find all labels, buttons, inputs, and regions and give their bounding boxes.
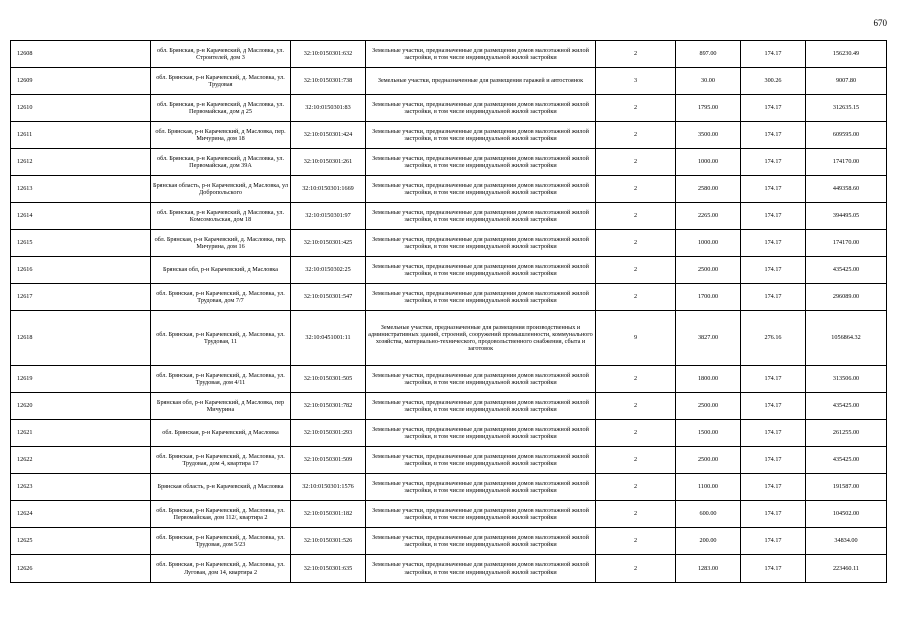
group-cell: 2 bbox=[596, 420, 676, 447]
cadastral-value-cell: 449358.60 bbox=[806, 176, 887, 203]
record-id-cell: 12620 bbox=[11, 393, 151, 420]
cadastral-number-cell: 32:10:0150301:505 bbox=[291, 366, 366, 393]
group-cell: 2 bbox=[596, 149, 676, 176]
rate-cell: 174.17 bbox=[741, 447, 806, 474]
record-id-cell: 12613 bbox=[11, 176, 151, 203]
cadastral-number-cell: 32:10:0150301:547 bbox=[291, 284, 366, 311]
address-cell: обл. Брянская, р-н Карачевский, д Масловка, пер. Мичурина, дом 18 bbox=[151, 122, 291, 149]
rate-cell: 174.17 bbox=[741, 122, 806, 149]
record-id-cell: 12612 bbox=[11, 149, 151, 176]
area-cell: 1000.00 bbox=[676, 149, 741, 176]
table-row bbox=[11, 474, 887, 501]
land-use-cell: Земельные участки, предназначенные для размещения домов малоэтажной жилой застройки, в том числе индивидуальной жилой застройки bbox=[366, 203, 596, 230]
address-cell: обл. Брянская, р-н Карачевский, д. Масловка, ул. Трудовая, дом 7/7 bbox=[151, 284, 291, 311]
record-id-cell: 12609 bbox=[11, 68, 151, 95]
group-cell: 2 bbox=[596, 474, 676, 501]
group-cell: 2 bbox=[596, 501, 676, 528]
cadastral-value-cell: 435425.00 bbox=[806, 257, 887, 284]
area-cell: 2580.00 bbox=[676, 176, 741, 203]
cadastral-number-cell: 32:10:0150301:425 bbox=[291, 230, 366, 257]
record-id-cell: 12626 bbox=[11, 555, 151, 583]
address-cell: Брянская область, р-н Карачевский, д Масловка bbox=[151, 474, 291, 501]
cadastral-value-cell: 104502.00 bbox=[806, 501, 887, 528]
cadastral-number-cell: 32:10:0150301:424 bbox=[291, 122, 366, 149]
group-cell: 9 bbox=[596, 311, 676, 366]
table-row bbox=[11, 176, 887, 203]
record-id-cell: 12623 bbox=[11, 474, 151, 501]
rate-cell: 174.17 bbox=[741, 501, 806, 528]
table-row bbox=[11, 41, 887, 68]
area-cell: 897.00 bbox=[676, 41, 741, 68]
rate-cell: 174.17 bbox=[741, 176, 806, 203]
group-cell: 2 bbox=[596, 41, 676, 68]
cadastral-value-cell: 191587.00 bbox=[806, 474, 887, 501]
cadastral-number-cell: 32:10:0150301:293 bbox=[291, 420, 366, 447]
record-id-cell: 12610 bbox=[11, 95, 151, 122]
rate-cell: 174.17 bbox=[741, 474, 806, 501]
rate-cell: 174.17 bbox=[741, 528, 806, 555]
rate-cell: 174.17 bbox=[741, 420, 806, 447]
land-use-cell: Земельные участки, предназначенные для размещения домов малоэтажной жилой застройки, в том числе индивидуальной жилой застройки bbox=[366, 230, 596, 257]
record-id-cell: 12614 bbox=[11, 203, 151, 230]
cadastral-value-cell: 261255.00 bbox=[806, 420, 887, 447]
cadastral-value-cell: 312635.15 bbox=[806, 95, 887, 122]
record-id-cell: 12618 bbox=[11, 311, 151, 366]
land-use-cell: Земельные участки, предназначенные для размещения домов малоэтажной жилой застройки, в том числе индивидуальной жилой застройки bbox=[366, 474, 596, 501]
rate-cell: 174.17 bbox=[741, 230, 806, 257]
land-use-cell: Земельные участки, предназначенные для размещения домов малоэтажной жилой застройки, в том числе индивидуальной жилой застройки bbox=[366, 555, 596, 583]
land-use-cell: Земельные участки, предназначенные для размещения домов малоэтажной жилой застройки, в том числе индивидуальной жилой застройки bbox=[366, 257, 596, 284]
record-id-cell: 12624 bbox=[11, 501, 151, 528]
group-cell: 2 bbox=[596, 122, 676, 149]
group-cell: 2 bbox=[596, 447, 676, 474]
cadastral-number-cell: 32:10:0150301:1576 bbox=[291, 474, 366, 501]
cadastral-value-cell: 435425.00 bbox=[806, 447, 887, 474]
cadastral-number-cell: 32:10:0150301:261 bbox=[291, 149, 366, 176]
cadastral-value-cell: 9007.80 bbox=[806, 68, 887, 95]
record-id-cell: 12621 bbox=[11, 420, 151, 447]
group-cell: 2 bbox=[596, 257, 676, 284]
rate-cell: 174.17 bbox=[741, 284, 806, 311]
cadastral-value-cell: 1056864.32 bbox=[806, 311, 887, 366]
group-cell: 2 bbox=[596, 230, 676, 257]
address-cell: Брянская область, р-н Карачевский, д Масловка, ул Добропольского bbox=[151, 176, 291, 203]
table-row bbox=[11, 366, 887, 393]
group-cell: 3 bbox=[596, 68, 676, 95]
cadastral-number-cell: 32:10:0150301:632 bbox=[291, 41, 366, 68]
address-cell: обл. Брянская, р-н Карачевский, д. Масловка, ул. Трудовая bbox=[151, 68, 291, 95]
land-use-cell: Земельные участки, предназначенные для размещения домов малоэтажной жилой застройки, в том числе индивидуальной жилой застройки bbox=[366, 393, 596, 420]
land-use-cell: Земельные участки, предназначенные для размещения домов малоэтажной жилой застройки, в том числе индивидуальной жилой застройки bbox=[366, 420, 596, 447]
land-use-cell: Земельные участки, предназначенные для размещения домов малоэтажной жилой застройки, в том числе индивидуальной жилой застройки bbox=[366, 122, 596, 149]
cadastral-value-cell: 296089.00 bbox=[806, 284, 887, 311]
rate-cell: 174.17 bbox=[741, 203, 806, 230]
area-cell: 1283.00 bbox=[676, 555, 741, 583]
address-cell: Брянская обл, р-н Карачевский, д Масловка bbox=[151, 257, 291, 284]
cadastral-number-cell: 32:10:0150301:1669 bbox=[291, 176, 366, 203]
cadastral-number-cell: 32:10:0150301:635 bbox=[291, 555, 366, 583]
land-use-cell: Земельные участки, предназначенные для размещения домов малоэтажной жилой застройки, в том числе индивидуальной жилой застройки bbox=[366, 41, 596, 68]
address-cell: обл. Брянская, р-н Карачевский, д. Масловка, ул. Трудовая, 11 bbox=[151, 311, 291, 366]
land-use-cell: Земельные участки, предназначенные для размещения домов малоэтажной жилой застройки, в том числе индивидуальной жилой застройки bbox=[366, 95, 596, 122]
rate-cell: 174.17 bbox=[741, 95, 806, 122]
address-cell: Брянская обл, р-н Карачевский, д Масловка, пер Мичурина bbox=[151, 393, 291, 420]
cadastral-number-cell: 32:10:0150302:25 bbox=[291, 257, 366, 284]
land-use-cell: Земельные участки, предназначенные для размещения производственных и административных зданий, строений, сооружений промышленности, коммунального хозяйства, материально-технического, продовольственного снабжения, сбыта и заготовок bbox=[366, 311, 596, 366]
page-number: 670 bbox=[873, 18, 887, 28]
record-id-cell: 12625 bbox=[11, 528, 151, 555]
address-cell: обл. Брянская, р-н Карачевский, д Масловка, ул. Первомайская, дом д 25 bbox=[151, 95, 291, 122]
cadastral-value-cell: 156230.49 bbox=[806, 41, 887, 68]
area-cell: 1500.00 bbox=[676, 420, 741, 447]
table-row bbox=[11, 311, 887, 366]
address-cell: обл. Брянская, р-н Карачевский, д. Масловка, пер. Мичурина, дом 16 bbox=[151, 230, 291, 257]
area-cell: 600.00 bbox=[676, 501, 741, 528]
rate-cell: 174.17 bbox=[741, 257, 806, 284]
group-cell: 2 bbox=[596, 284, 676, 311]
table-row bbox=[11, 420, 887, 447]
table-row bbox=[11, 122, 887, 149]
record-id-cell: 12619 bbox=[11, 366, 151, 393]
table-row bbox=[11, 284, 887, 311]
table-row bbox=[11, 230, 887, 257]
cadastral-number-cell: 32:10:0150301:738 bbox=[291, 68, 366, 95]
cadastral-value-cell: 174170.00 bbox=[806, 230, 887, 257]
table-row bbox=[11, 257, 887, 284]
cadastral-number-cell: 32:10:0150301:509 bbox=[291, 447, 366, 474]
record-id-cell: 12622 bbox=[11, 447, 151, 474]
area-cell: 1800.00 bbox=[676, 366, 741, 393]
group-cell: 2 bbox=[596, 393, 676, 420]
group-cell: 2 bbox=[596, 366, 676, 393]
rate-cell: 174.17 bbox=[741, 366, 806, 393]
cadastral-number-cell: 32:10:0150301:782 bbox=[291, 393, 366, 420]
table-row bbox=[11, 95, 887, 122]
record-id-cell: 12615 bbox=[11, 230, 151, 257]
land-registry-table bbox=[10, 40, 887, 583]
land-use-cell: Земельные участки, предназначенные для размещения домов малоэтажной жилой застройки, в том числе индивидуальной жилой застройки bbox=[366, 447, 596, 474]
area-cell: 1100.00 bbox=[676, 474, 741, 501]
land-use-cell: Земельные участки, предназначенные для размещения домов малоэтажной жилой застройки, в том числе индивидуальной жилой застройки bbox=[366, 501, 596, 528]
address-cell: обл. Брянская, р-н Карачевский, д Масловка, ул. Первомайская, дом 39А bbox=[151, 149, 291, 176]
record-id-cell: 12617 bbox=[11, 284, 151, 311]
address-cell: обл. Брянская, р-н Карачевский, д. Масловка, ул. Трудовая, дом 5/23 bbox=[151, 528, 291, 555]
table-row bbox=[11, 555, 887, 583]
area-cell: 2500.00 bbox=[676, 393, 741, 420]
record-id-cell: 12611 bbox=[11, 122, 151, 149]
cadastral-number-cell: 32:10:0150301:97 bbox=[291, 203, 366, 230]
cadastral-number-cell: 32:10:0150301:526 bbox=[291, 528, 366, 555]
land-use-cell: Земельные участки, предназначенные для размещения гаражей и автостоянок bbox=[366, 68, 596, 95]
cadastral-number-cell: 32:10:0150301:182 bbox=[291, 501, 366, 528]
cadastral-value-cell: 34834.00 bbox=[806, 528, 887, 555]
address-cell: обл. Брянская, р-н Карачевский, д. Масловка, ул. Трудовая, дом 4, квартира 17 bbox=[151, 447, 291, 474]
cadastral-value-cell: 174170.00 bbox=[806, 149, 887, 176]
address-cell: обл. Брянская, р-н Карачевский, д. Масловка, ул. Первомайская, дом 112/, квартира 2 bbox=[151, 501, 291, 528]
table-body bbox=[11, 41, 887, 583]
group-cell: 2 bbox=[596, 203, 676, 230]
rate-cell: 276.16 bbox=[741, 311, 806, 366]
cadastral-number-cell: 32:10:0150301:83 bbox=[291, 95, 366, 122]
land-use-cell: Земельные участки, предназначенные для размещения домов малоэтажной жилой застройки, в том числе индивидуальной жилой застройки bbox=[366, 528, 596, 555]
land-use-cell: Земельные участки, предназначенные для размещения домов малоэтажной жилой застройки, в том числе индивидуальной жилой застройки bbox=[366, 149, 596, 176]
address-cell: обл. Брянская, р-н Карачевский, д. Масловка, ул. Луговая, дом 14, квартира 2 bbox=[151, 555, 291, 583]
table-row bbox=[11, 501, 887, 528]
rate-cell: 174.17 bbox=[741, 149, 806, 176]
group-cell: 2 bbox=[596, 176, 676, 203]
area-cell: 1795.00 bbox=[676, 95, 741, 122]
area-cell: 1700.00 bbox=[676, 284, 741, 311]
cadastral-number-cell: 32:10:0451001:11 bbox=[291, 311, 366, 366]
table-row bbox=[11, 528, 887, 555]
address-cell: обл. Брянская, р-н Карачевский, д Масловка, ул. Строителей, дом 3 bbox=[151, 41, 291, 68]
area-cell: 200.00 bbox=[676, 528, 741, 555]
group-cell: 2 bbox=[596, 528, 676, 555]
group-cell: 2 bbox=[596, 95, 676, 122]
cadastral-value-cell: 223460.11 bbox=[806, 555, 887, 583]
table-row bbox=[11, 203, 887, 230]
table-row bbox=[11, 447, 887, 474]
land-use-cell: Земельные участки, предназначенные для размещения домов малоэтажной жилой застройки, в том числе индивидуальной жилой застройки bbox=[366, 284, 596, 311]
cadastral-value-cell: 394495.05 bbox=[806, 203, 887, 230]
rate-cell: 300.26 bbox=[741, 68, 806, 95]
area-cell: 3500.00 bbox=[676, 122, 741, 149]
cadastral-value-cell: 435425.00 bbox=[806, 393, 887, 420]
table-row bbox=[11, 149, 887, 176]
area-cell: 3827.00 bbox=[676, 311, 741, 366]
address-cell: обл. Брянская, р-н Карачевский, д Масловка bbox=[151, 420, 291, 447]
rate-cell: 174.17 bbox=[741, 41, 806, 68]
rate-cell: 174.17 bbox=[741, 393, 806, 420]
land-use-cell: Земельные участки, предназначенные для размещения домов малоэтажной жилой застройки, в том числе индивидуальной жилой застройки bbox=[366, 176, 596, 203]
table-row bbox=[11, 393, 887, 420]
address-cell: обл. Брянская, р-н Карачевский, д Масловка, ул. Комсомольская, дом 18 bbox=[151, 203, 291, 230]
table-row bbox=[11, 68, 887, 95]
cadastral-value-cell: 609595.00 bbox=[806, 122, 887, 149]
area-cell: 1000.00 bbox=[676, 230, 741, 257]
record-id-cell: 12608 bbox=[11, 41, 151, 68]
area-cell: 30.00 bbox=[676, 68, 741, 95]
cadastral-value-cell: 313506.00 bbox=[806, 366, 887, 393]
address-cell: обл. Брянская, р-н Карачевский, д. Масловка, ул. Трудовая, дом 4/11 bbox=[151, 366, 291, 393]
area-cell: 2265.00 bbox=[676, 203, 741, 230]
rate-cell: 174.17 bbox=[741, 555, 806, 583]
area-cell: 2500.00 bbox=[676, 257, 741, 284]
area-cell: 2500.00 bbox=[676, 447, 741, 474]
group-cell: 2 bbox=[596, 555, 676, 583]
record-id-cell: 12616 bbox=[11, 257, 151, 284]
land-use-cell: Земельные участки, предназначенные для размещения домов малоэтажной жилой застройки, в том числе индивидуальной жилой застройки bbox=[366, 366, 596, 393]
